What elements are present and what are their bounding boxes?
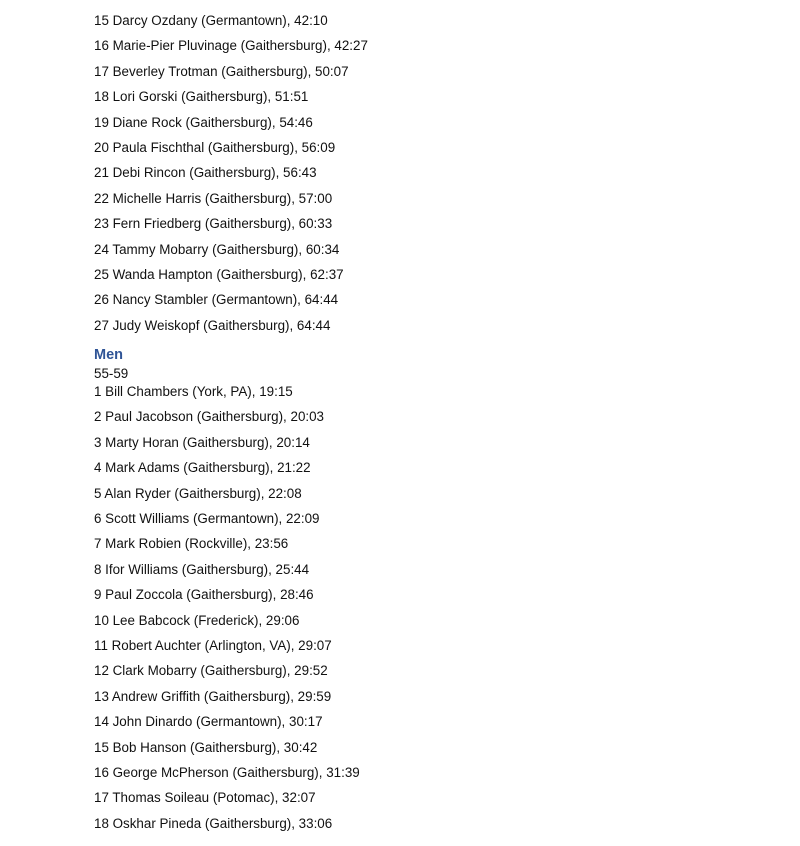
result-entry: 21 Debi Rincon (Gaithersburg), 56:43 bbox=[94, 165, 317, 181]
result-entry: 16 Marie-Pier Pluvinage (Gaithersburg), 42:27 bbox=[94, 38, 368, 54]
result-entry: 26 Nancy Stambler (Germantown), 64:44 bbox=[94, 292, 339, 308]
result-entry: 14 John Dinardo (Germantown), 30:17 bbox=[94, 714, 323, 730]
result-entry: 9 Paul Zoccola (Gaithersburg), 28:46 bbox=[94, 587, 314, 603]
result-entry: 17 Thomas Soileau (Potomac), 32:07 bbox=[94, 790, 316, 806]
result-entry: 2 Paul Jacobson (Gaithersburg), 20:03 bbox=[94, 409, 325, 425]
men-results-list bbox=[94, 382, 784, 832]
women-results-list bbox=[94, 11, 784, 341]
result-entry: 18 Lori Gorski (Gaithersburg), 51:51 bbox=[94, 89, 309, 105]
result-entry: 16 George McPherson (Gaithersburg), 31:39 bbox=[94, 764, 360, 780]
result-entry: 20 Paula Fischthal (Gaithersburg), 56:09 bbox=[94, 139, 336, 155]
result-entry: 4 Mark Adams (Gaithersburg), 21:22 bbox=[94, 460, 311, 476]
result-entry: 5 Alan Ryder (Gaithersburg), 22:08 bbox=[94, 485, 302, 501]
result-entry: 15 Darcy Ozdany (Germantown), 42:10 bbox=[94, 13, 328, 28]
result-entry: 27 Judy Weiskopf (Gaithersburg), 64:44 bbox=[94, 317, 331, 333]
men-section-heading: Men bbox=[94, 347, 123, 364]
result-entry: 25 Wanda Hampton (Gaithersburg), 62:37 bbox=[94, 266, 344, 282]
result-entry: 1 Bill Chambers (York, PA), 19:15 bbox=[94, 384, 293, 400]
result-entry: 15 Bob Hanson (Gaithersburg), 30:42 bbox=[94, 739, 318, 755]
result-entry: 6 Scott Williams (Germantown), 22:09 bbox=[94, 511, 320, 527]
result-entry: 10 Lee Babcock (Frederick), 29:06 bbox=[94, 612, 300, 628]
results-document bbox=[94, 11, 784, 832]
result-entry: 18 Oskhar Pineda (Gaithersburg), 33:06 bbox=[94, 815, 333, 831]
result-entry: 11 Robert Auchter (Arlington, VA), 29:07 bbox=[94, 637, 332, 653]
result-entry: 19 Diane Rock (Gaithersburg), 54:46 bbox=[94, 114, 313, 130]
result-entry: 8 Ifor Williams (Gaithersburg), 25:44 bbox=[94, 561, 310, 577]
result-entry: 7 Mark Robien (Rockville), 23:56 bbox=[94, 536, 289, 552]
result-entry: 12 Clark Mobarry (Gaithersburg), 29:52 bbox=[94, 663, 328, 679]
result-entry: 3 Marty Horan (Gaithersburg), 20:14 bbox=[94, 434, 310, 450]
result-entry: 22 Michelle Harris (Gaithersburg), 57:00 bbox=[94, 190, 333, 206]
age-group-label: 55-59 bbox=[94, 366, 129, 382]
result-entry: 24 Tammy Mobarry (Gaithersburg), 60:34 bbox=[94, 241, 340, 257]
result-entry: 23 Fern Friedberg (Gaithersburg), 60:33 bbox=[94, 216, 333, 232]
result-entry: 17 Beverley Trotman (Gaithersburg), 50:07 bbox=[94, 63, 349, 79]
result-entry: 13 Andrew Griffith (Gaithersburg), 29:59 bbox=[94, 688, 332, 704]
